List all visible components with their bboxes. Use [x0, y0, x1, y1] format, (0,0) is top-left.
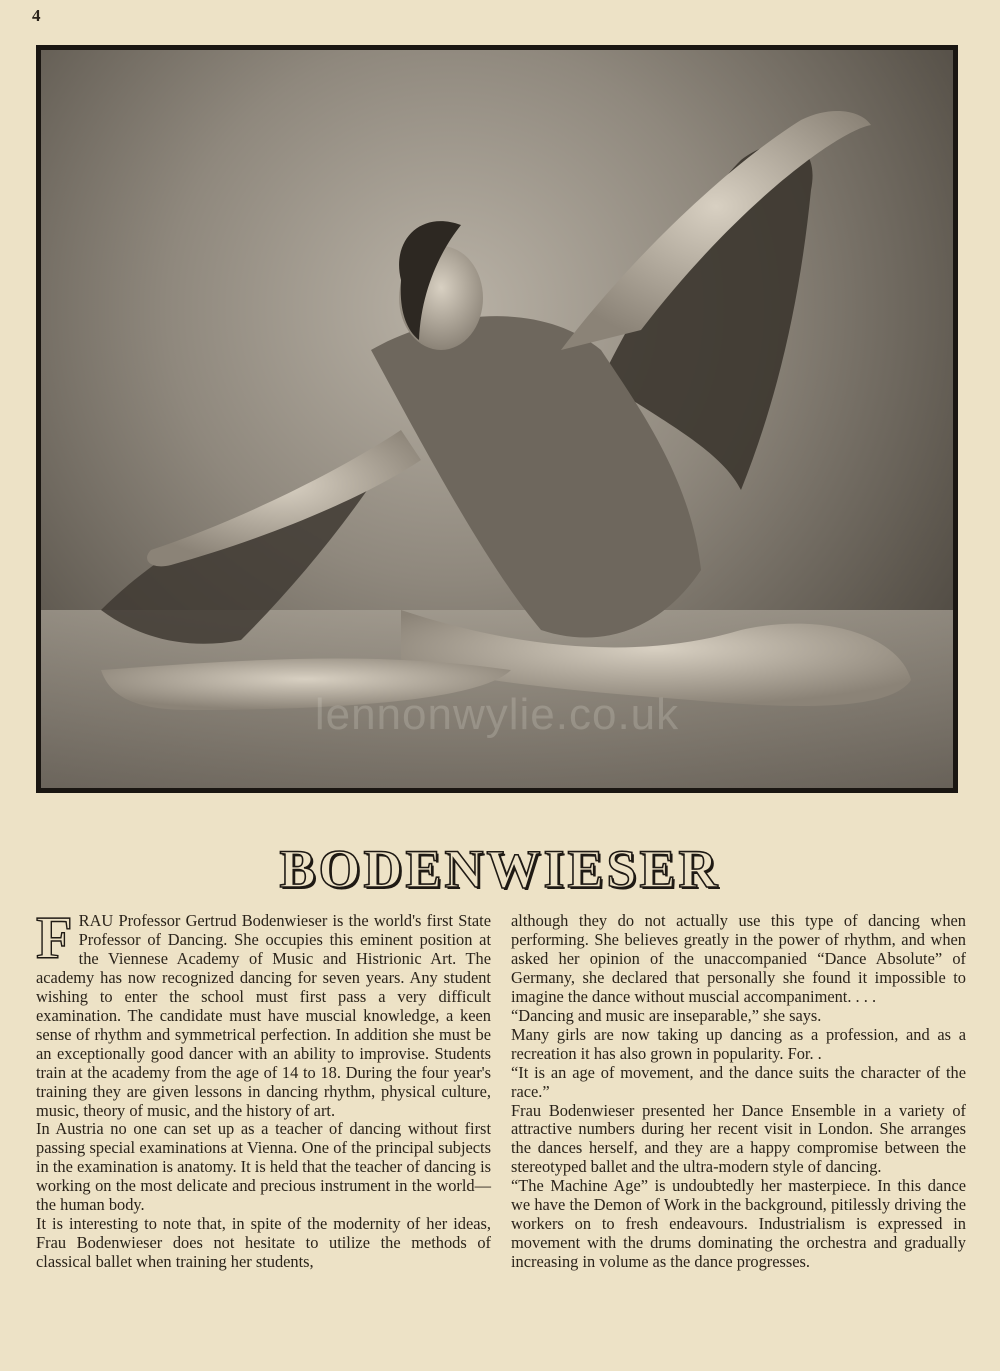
- paragraph: Frau Bodenwieser presented her Dance Ensemble in a variety of attractive numbers during her recent visit in London. She arranges the dances herself, and they are a happy compromise between the stereotyped ballet and the ultra-modern style of dancing.: [511, 1100, 966, 1177]
- paragraph: “It is an age of movement, and the dance suits the character of the race.”: [511, 1062, 966, 1101]
- dancer-photograph: [41, 50, 953, 788]
- paragraph: It is interesting to note that, in spite of the modernity of her ideas, Frau Bodenwieser does not hesitate to utilize the methods of classical ballet when training her students,: [36, 1214, 491, 1272]
- dancer-figure: [41, 50, 953, 788]
- paragraph: FRAU Professor Gertrud Bodenwieser is the world's first State Professor of Dancing. She occupies this eminent position at the Viennese Academy of Music and Histrionic Art. The academy has now recognized dancing for seven years. Any student wishing to enter the school must first pass a very difficult examination. The candidate must have muscial knowledge, a keen sense of rhythm and symmetrical perfection. In addition she must be an exceptionally good dancer with an ability to improvise. Students train at the academy from the age of 14 to 18. During the four year's training they are given lessons in dancing rhythm, physical culture, music, theory of music, and the history of art.: [36, 905, 491, 1120]
- article-body: [36, 905, 966, 1272]
- paragraph: “The Machine Age” is undoubtedly her masterpiece. In this dance we have the Demon of Work in the background, pitilessly driving the workers on to fresh endeavours. Industrialism is expressed in movement with the drums dominating the orchestra and gradually increasing in volume as the dance progresses.: [511, 1176, 966, 1272]
- column-left: [36, 905, 492, 1272]
- paragraph: In Austria no one can set up as a teacher of dancing without first passing special examinations at Vienna. One of the principal subjects in the examination is anatomy. It is held that the teacher of dancing is working on the most delicate and precious instrument in the world—the human body.: [36, 1119, 492, 1215]
- photo-watermark: lennonwylie.co.uk: [314, 690, 680, 739]
- paragraph: although they do not actually use this type of dancing when performing. She believes greatly in the power of rhythm, and when asked her opinion of the unaccompanied “Dance Absolute” of Germany, she declared that personally she found it impossible to imagine the dance without muscial accompaniment. . . .: [511, 911, 966, 1006]
- paragraph: Many girls are now taking up dancing as a profession, and as a recreation it has also grown in popularity. For. .: [511, 1024, 966, 1063]
- article-title: BODENWIESER: [279, 839, 721, 899]
- drop-cap: F: [36, 905, 73, 971]
- column-right: [511, 912, 966, 1272]
- paragraph: “Dancing and music are inseparable,” she says.: [511, 1005, 822, 1025]
- photo-frame: [36, 45, 958, 793]
- page-number: 4: [32, 6, 41, 25]
